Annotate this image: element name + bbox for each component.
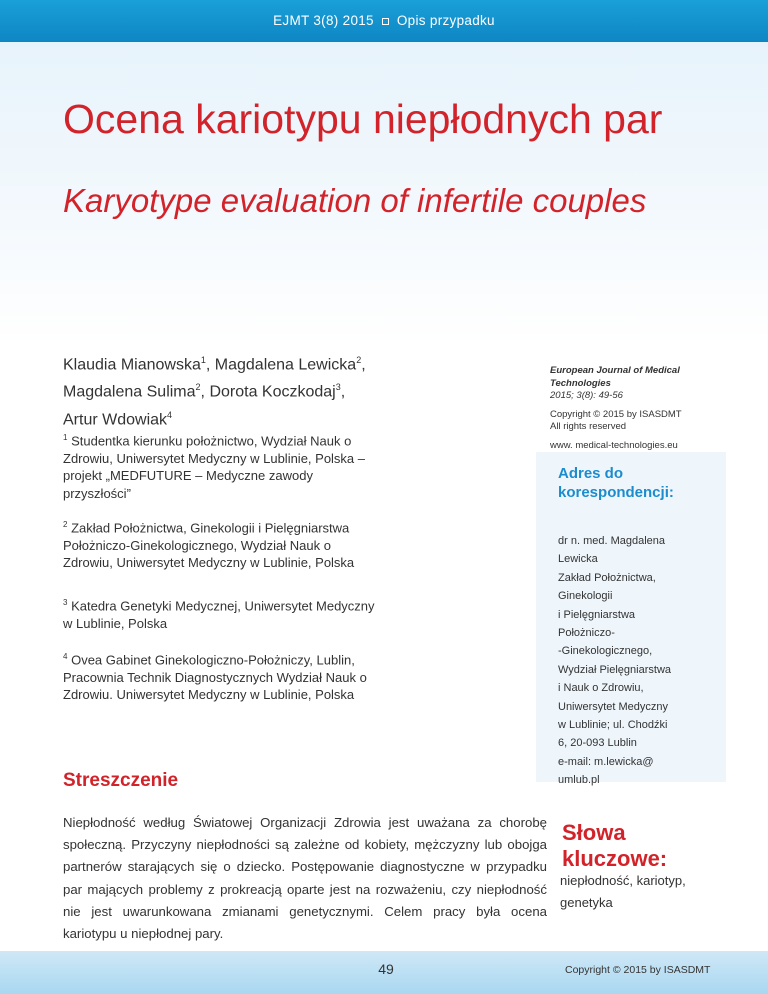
address-line: Uniwersytet Medyczny	[558, 700, 669, 713]
affiliation-2	[63, 516, 383, 572]
affiliation-sup: 4	[63, 652, 68, 661]
author-sup: 2	[356, 355, 362, 365]
header-journal: EJMT 3(8) 2015	[273, 13, 374, 28]
affiliation-sup: 1	[63, 433, 68, 442]
abstract-text: Niepłodność według Światowej Organizacji Zdrowia jest uważana za chorobę społeczną. Przyczyny niepłodności są zależne od kobiety, mężczyzny lub obojga partnerów starających się o dziecko. Postępowanie diagnostyczne w przypadku par mających problemy z prokreacją oparte jest na rozważeniu, czy niepłodność nie jest uwarunkowana zmianami genetycznymi. Celem pracy była ocena kariotypu u niepłodnej pary.	[63, 815, 547, 942]
address-line: w Lublinie; ul. Chodźki	[558, 719, 668, 732]
address-line: umlub.pl	[558, 774, 600, 787]
author-sup: 3	[335, 382, 341, 393]
affiliation-sup: 3	[63, 598, 68, 607]
affiliation-4	[63, 648, 383, 704]
header-section: Opis przypadku	[396, 13, 495, 28]
journal-citation: 2015; 3(8): 49-56	[550, 390, 623, 401]
address-line: -Ginekologicznego,	[558, 645, 653, 658]
article-title: Ocena kariotypu niepłodnych par	[63, 96, 663, 142]
author-name: Magdalena Sulima	[63, 383, 196, 401]
author-name: Klaudia Mianowska	[63, 356, 201, 374]
journal-website: www. medical-technologies.eu	[550, 439, 678, 451]
address-line: e-mail: m.lewicka@	[558, 755, 654, 768]
affiliation-sup: 2	[63, 520, 68, 529]
keywords-heading: Słowa kluczowe:	[562, 820, 668, 871]
author-name: Dorota Koczkodaj	[209, 383, 336, 401]
affiliation-text: Ovea Gabinet Ginekologiczno-Położniczy, Lublin, Pracownia Technik Diagnostycznych Wydział Nauk o Zdrowiu. Uniwersytet Medyczny w Lublinie, Polska	[63, 652, 367, 703]
running-header	[0, 0, 768, 42]
author-name: Magdalena Lewicka	[214, 356, 357, 374]
correspondence-address	[558, 532, 718, 790]
abstract-heading: Streszczenie	[63, 770, 179, 791]
address-line: i Nauk o Zdrowiu,	[558, 682, 644, 695]
author-sup: 4	[167, 409, 173, 420]
journal-copyright: Copyright © 2015 by ISASDMT	[550, 408, 682, 420]
address-line: Położniczo-	[558, 627, 615, 640]
affiliation-1	[63, 429, 383, 502]
address-line: Lewicka	[558, 553, 598, 566]
separator-square-icon	[382, 18, 389, 25]
affiliation-3	[63, 594, 383, 632]
journal-rights: All rights reserved	[550, 421, 627, 432]
address-line: 6, 20-093 Lublin	[558, 737, 637, 750]
address-line: Ginekologii	[558, 590, 613, 603]
journal-name: European Journal of Medical Technologies	[550, 365, 680, 389]
address-line: dr n. med. Magdalena	[558, 535, 666, 547]
affiliation-text: Studentka kierunku położnictwo, Wydział Nauk o Zdrowiu, Uniwersytet Medyczny w Lublinie, Polska – projekt „MEDFUTURE – Medyczne zawody przyszłości”	[63, 433, 366, 501]
author-name: Artur Wdowiak	[63, 410, 168, 428]
address-line: Zakład Położnictwa,	[558, 571, 656, 584]
address-line: Wydział Pielęgniarstwa	[558, 663, 672, 676]
author-sup: 2	[195, 382, 201, 393]
footer-copyright: Copyright © 2015 by ISASDMT	[565, 964, 711, 976]
affiliation-text: Katedra Genetyki Medycznej, Uniwersytet Medyczny w Lublinie, Polska	[63, 598, 375, 631]
article-subtitle: Karyotype evaluation of infertile couples	[63, 182, 647, 219]
author-list: Klaudia Mianowska$^1$, Magdalena Lewicka$^2$, Magdalena Sulima$^2$, Dorota Koczkodaj$^3$, Artur Wdowiak$^4$	[63, 355, 366, 428]
address-line: i Pielęgniarstwa	[558, 608, 636, 621]
keywords-text: niepłodność, kariotyp, genetyka	[560, 873, 686, 910]
correspondence-title: Adres do korespondencji:	[558, 465, 674, 501]
author-sup: 1	[200, 355, 206, 365]
affiliation-text: Zakład Położnictwa, Ginekologii i Pielęgniarstwa Położniczo-Ginekologicznego, Wydział Nauk o Zdrowiu, Uniwersytet Medyczny w Lublinie, Polska	[63, 520, 355, 571]
page-number: 49	[378, 961, 394, 977]
